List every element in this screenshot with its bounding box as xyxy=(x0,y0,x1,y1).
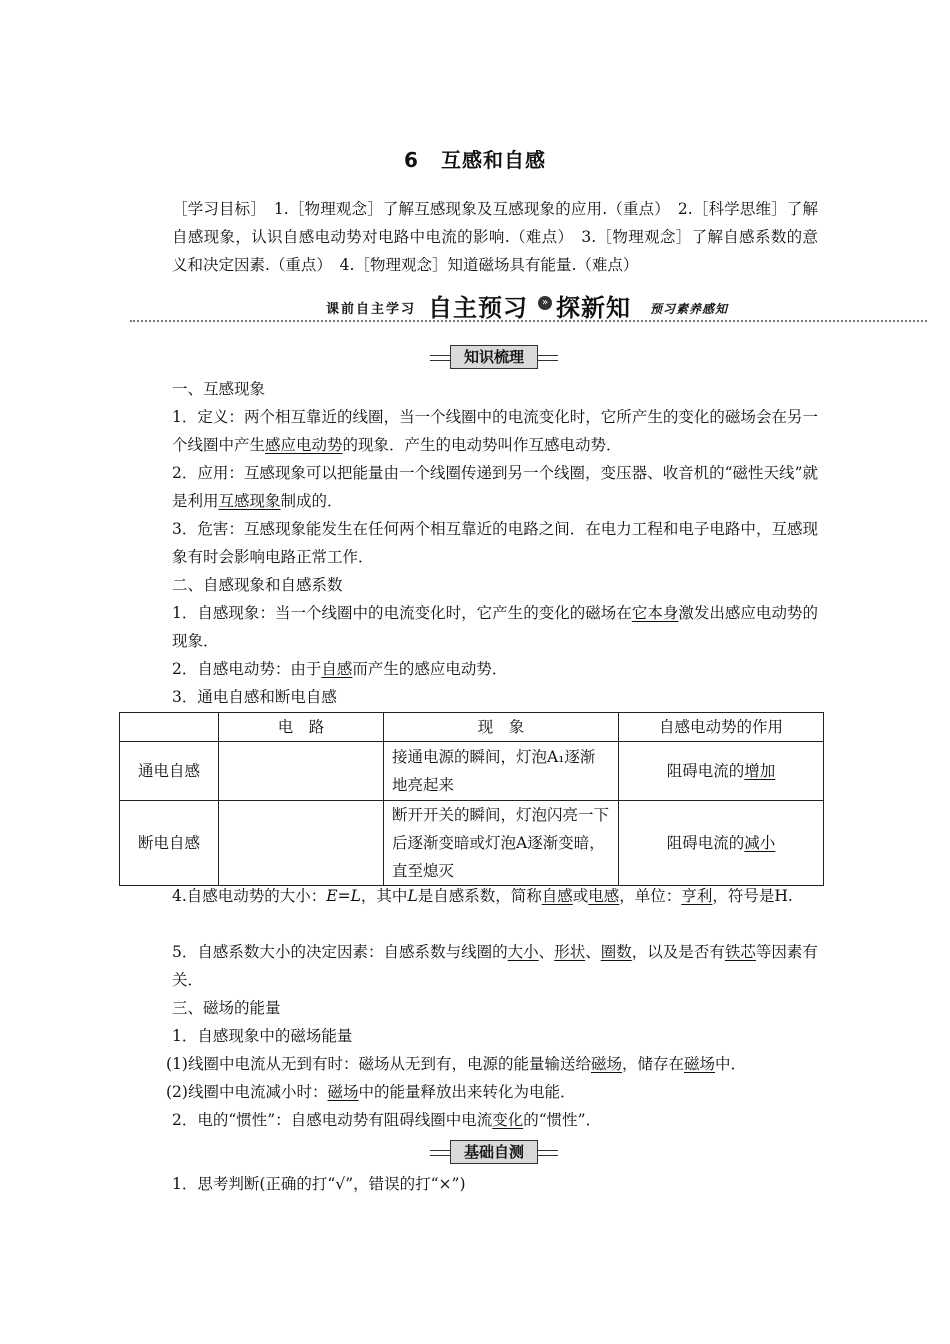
text-run: ，符号是H. xyxy=(712,887,793,905)
text-run: 中． xyxy=(715,1055,747,1073)
table-row xyxy=(120,742,824,801)
text-run: 、 xyxy=(538,943,555,961)
phenomenon-cell: 断开开关的瞬间，灯泡闪亮一下后逐渐变暗或灯泡A逐渐变暗，直至熄灭 xyxy=(384,801,619,886)
answer-blank: 铁芯 xyxy=(724,943,756,961)
text-run: 制成的． xyxy=(280,492,343,510)
answer-blank: 减小 xyxy=(744,834,776,852)
answer-blank: 亨利 xyxy=(681,887,713,905)
s2-table-caption: 3．通电自感和断电自感 xyxy=(172,688,337,706)
text-run: 、 xyxy=(585,943,601,961)
banner-title-part2: 探新知 xyxy=(556,294,631,322)
s1-application xyxy=(138,459,818,515)
circuit-cell xyxy=(219,801,384,886)
circuit-cell xyxy=(219,742,384,801)
self-test-section-header xyxy=(430,1140,558,1164)
text-run: 是自感系数，简称 xyxy=(417,887,542,905)
s3-magnetic-energy: 1．自感现象中的磁场能量 xyxy=(172,1027,353,1045)
text-run: (1)线圈中电流从无到有时：磁场从无到有，电源的能量输送给 xyxy=(166,1055,591,1073)
row-label: 断电自感 xyxy=(120,801,219,886)
s2-self-induction xyxy=(138,599,818,655)
text-run: ，单位： xyxy=(619,887,682,905)
text-run: 阻碍电流的 xyxy=(666,762,745,780)
table-header-cell: 自感电动势的作用 xyxy=(619,713,824,742)
table-header-cell xyxy=(120,713,219,742)
effect-cell xyxy=(619,801,824,886)
banner-arrow-icon: » xyxy=(538,296,552,310)
lesson-title xyxy=(0,144,950,173)
text-run: 2．应用：互感现象可以把能量由一个线圈传递到另一个线圈，变压器、收音机的“磁性天线”就是利用 xyxy=(172,464,818,510)
answer-blank: 磁场 xyxy=(684,1055,716,1073)
answer-blank: 圈数 xyxy=(600,943,632,961)
row-label: 通电自感 xyxy=(120,742,219,801)
table-header-row xyxy=(120,713,824,742)
learning-goals: ［学习目标］ 1.［物理观念］了解互感现象及互感现象的应用.（重点） 2.［科学思维］了解自感现象，认识自感电动势对电路中电流的影响.（难点） 3.［物理观念］了解自感系数的意义和决定因素.（重点） 4.［物理观念］知道磁场具有能量.（难点） xyxy=(172,200,818,274)
knowledge-section-header xyxy=(430,345,558,369)
s2-emf xyxy=(138,655,852,683)
text-run: = xyxy=(337,887,351,905)
answer-blank: 变化 xyxy=(492,1111,524,1129)
lesson-number: 6 xyxy=(404,148,419,172)
banner-dotted-rule xyxy=(130,320,927,322)
question-1: 1．思考判断(正确的打“√”，错误的打“×”) xyxy=(172,1175,466,1193)
answer-blank: 形状 xyxy=(554,943,586,961)
knowledge-section-label: 知识梳理 xyxy=(450,345,538,369)
answer-blank: 增加 xyxy=(744,762,776,780)
text-run: 2．电的“惯性”：自感电动势有阻碍线圈中电流 xyxy=(172,1111,493,1129)
banner-title-part1: 自主预习 xyxy=(428,294,528,322)
math-symbol: L xyxy=(350,887,361,905)
self-induction-table xyxy=(119,712,824,886)
section3-heading: 三、磁场的能量 xyxy=(172,999,281,1017)
section-banner xyxy=(130,288,927,324)
s2-emf-magnitude xyxy=(138,882,818,910)
banner-left-label: 课前自主学习 xyxy=(326,302,417,317)
text-run: 等因素有关． xyxy=(172,943,818,989)
text-run: 4.自感电动势的大小： xyxy=(172,887,327,905)
text-run: ，储存在 xyxy=(621,1055,684,1073)
answer-blank: 大小 xyxy=(507,943,539,961)
section1-heading: 一、互感现象 xyxy=(172,380,266,398)
text-run: 1．自感现象：当一个线圈中的电流变化时，它产生的变化的磁场在 xyxy=(172,604,632,622)
text-run: 的“惯性”． xyxy=(523,1111,602,1129)
banner-right-label: 预习素养感知 xyxy=(650,302,729,316)
text-run: ，以及是否有 xyxy=(631,943,725,961)
table-header-cell: 电 路 xyxy=(219,713,384,742)
text-run: 2．自感电动势：由于 xyxy=(172,660,322,678)
section2-heading: 二、自感现象和自感系数 xyxy=(172,576,343,594)
text-run: ，其中 xyxy=(360,887,408,905)
text-run: 5．自感系数大小的决定因素：自感系数与线圈的 xyxy=(172,943,508,961)
s1-definition xyxy=(138,403,818,459)
answer-blank: 感应电动势 xyxy=(265,436,343,454)
answer-blank: 自感 xyxy=(321,660,353,678)
s2-inductance-factors xyxy=(138,938,818,994)
math-symbol: L xyxy=(407,887,418,905)
text-run: 或 xyxy=(572,887,589,905)
text-run: 而产生的感应电动势． xyxy=(352,660,508,678)
answer-blank: 它本身 xyxy=(631,604,679,622)
s3-increase xyxy=(166,1050,846,1078)
lesson-title-text: 互感和自感 xyxy=(440,148,546,172)
text-run: 的现象．产生的电动势叫作互感电动势． xyxy=(342,436,622,454)
table-header-cell: 现 象 xyxy=(384,713,619,742)
table-row xyxy=(120,801,824,886)
text-run: 阻碍电流的 xyxy=(666,834,745,852)
answer-blank: 电感 xyxy=(588,887,620,905)
text-run: (2)线圈中电流减小时： xyxy=(166,1083,328,1101)
text-run: 中的能量释放出来转化为电能． xyxy=(358,1083,576,1101)
self-test-section-label: 基础自测 xyxy=(450,1140,538,1164)
text-run: 1．定义：两个相互靠近的线圈，当一个线圈中的电流变化时，它所产生的变化的磁场会在另一个线圈中产生 xyxy=(172,408,818,454)
math-symbol: E xyxy=(326,887,338,905)
phenomenon-cell: 接通电源的瞬间，灯泡A₁逐渐地亮起来 xyxy=(384,742,619,801)
s1-hazard: 3．危害：互感现象能发生在任何两个相互靠近的电路之间．在电力工程和电子电路中，互感现象有时会影响电路正常工作． xyxy=(172,520,818,566)
s3-decrease xyxy=(166,1078,846,1106)
answer-blank: 磁场 xyxy=(327,1083,359,1101)
answer-blank: 互感现象 xyxy=(218,492,281,510)
effect-cell xyxy=(619,742,824,801)
answer-blank: 自感 xyxy=(541,887,573,905)
answer-blank: 磁场 xyxy=(590,1055,622,1073)
text-run: 激发出感应电动势的现象． xyxy=(172,604,818,650)
s3-inertia xyxy=(138,1106,852,1134)
